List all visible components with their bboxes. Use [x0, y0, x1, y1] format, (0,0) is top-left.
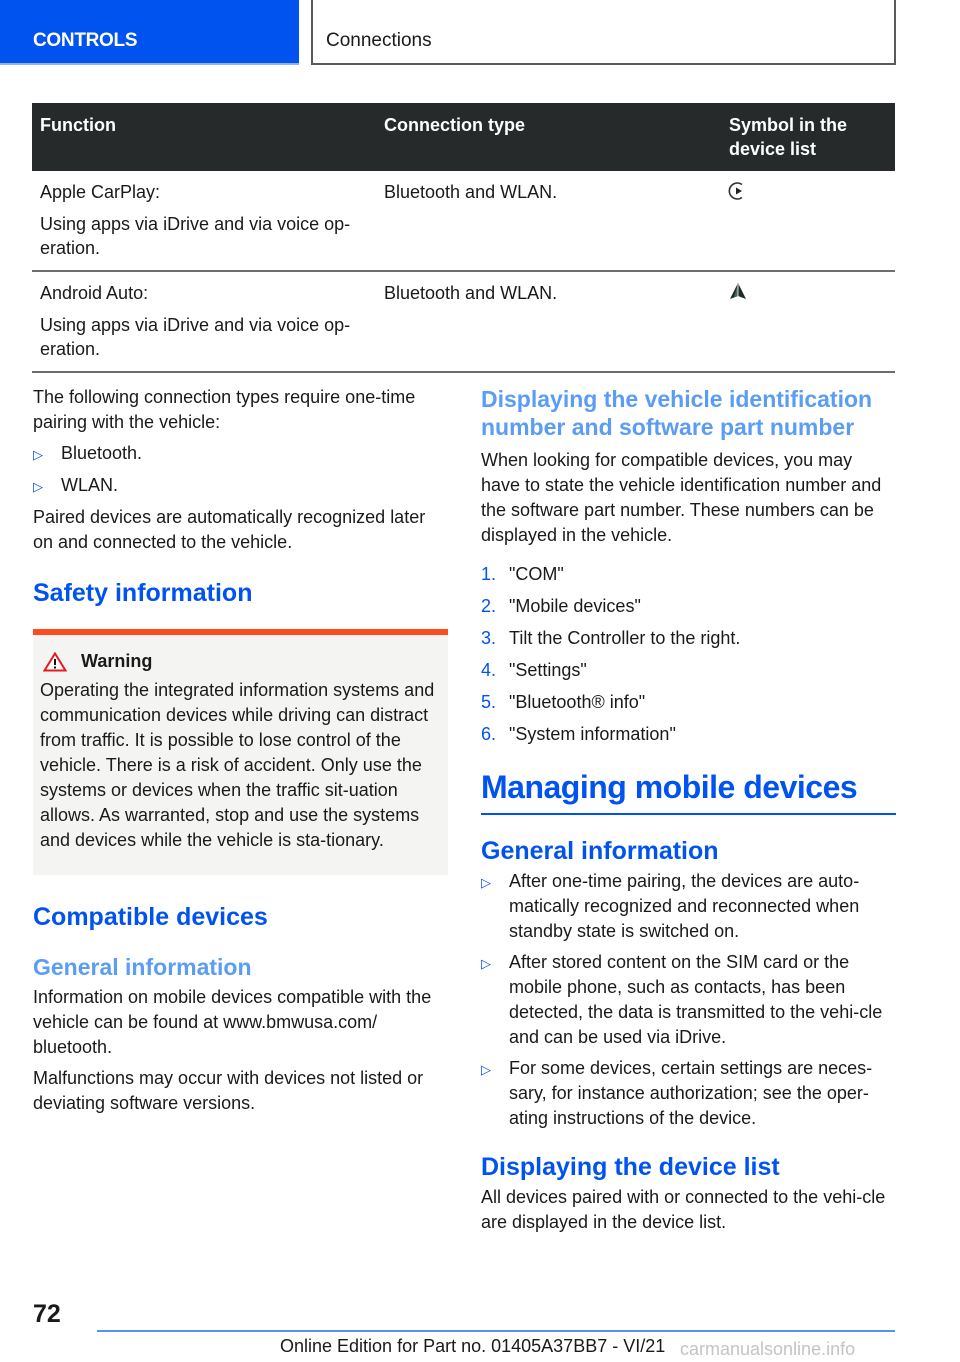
list-item [33, 441, 448, 467]
watermark: carmanualsonline.info [680, 1339, 856, 1359]
device-list-heading: Displaying the device list [481, 1153, 780, 1181]
list-item [481, 1056, 896, 1131]
triangle-bullet-icon: ▷ [481, 1062, 491, 1077]
malfunction-note: Malfunctions may occur with devices not listed or deviating software versions. [33, 1068, 424, 1113]
carplay-icon [727, 180, 749, 202]
general-information-heading: General information [481, 837, 719, 865]
step-item [481, 690, 896, 715]
paired-note: Paired devices are automatically recognized later on and connected to the vehicle. [33, 507, 426, 552]
section-tab [0, 0, 299, 65]
step-number: 1. [481, 564, 497, 584]
connection-type-cell: Bluetooth and WLAN. [376, 171, 721, 271]
warning-title [40, 651, 440, 672]
step-item [481, 722, 896, 747]
step-text: "Settings" [509, 660, 587, 680]
column-header-function: Function [32, 103, 376, 171]
list-item-text: After one-time pairing, the devices are auto-matically recognized and reconnected when standby state is switched on. [509, 871, 860, 941]
triangle-bullet-icon: ▷ [481, 956, 491, 971]
compatible-devices-heading: Compatible devices [33, 903, 268, 931]
list-item [481, 869, 896, 944]
function-cell [32, 171, 376, 271]
step-text: "COM" [509, 564, 564, 584]
warning-title-text: Warning [81, 651, 153, 671]
device-list-text: All devices paired with or connected to the vehi-cle are displayed in the device list. [481, 1187, 886, 1232]
list-item-text: Bluetooth. [61, 443, 143, 463]
function-title: Apple CarPlay: [40, 182, 161, 202]
triangle-bullet-icon: ▷ [33, 447, 43, 462]
triangle-bullet-icon: ▷ [33, 479, 43, 494]
chapter-tab [311, 0, 896, 65]
step-number: 3. [481, 628, 497, 648]
safety-heading: Safety information [33, 579, 253, 607]
step-number: 6. [481, 724, 497, 744]
step-item [481, 594, 896, 619]
section-title: CONTROLS [33, 30, 138, 51]
list-item [481, 950, 896, 1050]
step-text: "Bluetooth® info" [509, 692, 646, 712]
list-item-text: After stored content on the SIM card or the mobile phone, such as contacts, has been detected, the data is transmitted to the vehi-cle and can be used via iDrive. [509, 952, 883, 1047]
edition-text: Online Edition for Part no. 01405A37BB7 - VI/21 [280, 1336, 666, 1356]
warning-box [33, 629, 448, 875]
connection-type-cell: Bluetooth and WLAN. [376, 271, 721, 372]
page-number: 72 [33, 1300, 61, 1328]
compatible-info-text: Information on mobile devices compatible with the vehicle can be found at www.bmwusa.com/ bluetooth. [33, 987, 432, 1057]
column-header-symbol: Symbol in the device list [721, 103, 895, 171]
step-item [481, 658, 896, 683]
chapter-title: Connections [326, 30, 432, 51]
table-header-row [32, 103, 895, 171]
list-item [33, 473, 448, 499]
list-item-text: For some devices, certain settings are neces-sary, for instance authorization; see the oper-ating instructions of the device. [509, 1058, 873, 1128]
warning-text: Operating the integrated information systems and communication devices while driving can distract from traffic. It is possible to lose control of the vehicle. There is a risk of accident. Only use the systems or devices when the traffic sit-uation allows. As warranted, stop and use the systems and devices while the vehicle is sta-tionary. [40, 680, 435, 850]
warning-triangle-icon [43, 652, 67, 672]
step-text: "System information" [509, 724, 676, 744]
step-number: 4. [481, 660, 497, 680]
list-item-text: WLAN. [61, 475, 119, 495]
step-text: Tilt the Controller to the right. [509, 628, 741, 648]
vin-heading: Displaying the vehicle identification number and software part number [481, 386, 873, 440]
android-auto-icon [727, 281, 749, 303]
footer-divider [97, 1330, 895, 1332]
column-header-connection-type: Connection type [376, 103, 721, 171]
function-description: Using apps via iDrive and via voice op- eration. [40, 214, 351, 258]
step-number: 5. [481, 692, 497, 712]
function-title: Android Auto: [40, 283, 149, 303]
managing-devices-heading: Managing mobile devices [481, 767, 896, 815]
table-row [32, 271, 895, 372]
connections-table [32, 103, 895, 373]
triangle-bullet-icon: ▷ [481, 875, 491, 890]
step-text: "Mobile devices" [509, 596, 641, 616]
step-item [481, 562, 896, 587]
step-number: 2. [481, 596, 497, 616]
vin-intro: When looking for compatible devices, you may have to state the vehicle identification number and the software part number. These numbers can be displayed in the vehicle. [481, 450, 882, 545]
step-item [481, 626, 896, 651]
left-column [33, 385, 448, 1122]
symbol-cell [721, 271, 895, 372]
general-information-subheading: General information [33, 954, 252, 980]
function-description: Using apps via iDrive and via voice op- eration. [40, 315, 351, 359]
function-cell [32, 271, 376, 372]
symbol-cell [721, 171, 895, 271]
pairing-intro: The following connection types require one-time pairing with the vehicle: [33, 387, 416, 432]
table-row [32, 171, 895, 271]
right-column [481, 385, 896, 1241]
